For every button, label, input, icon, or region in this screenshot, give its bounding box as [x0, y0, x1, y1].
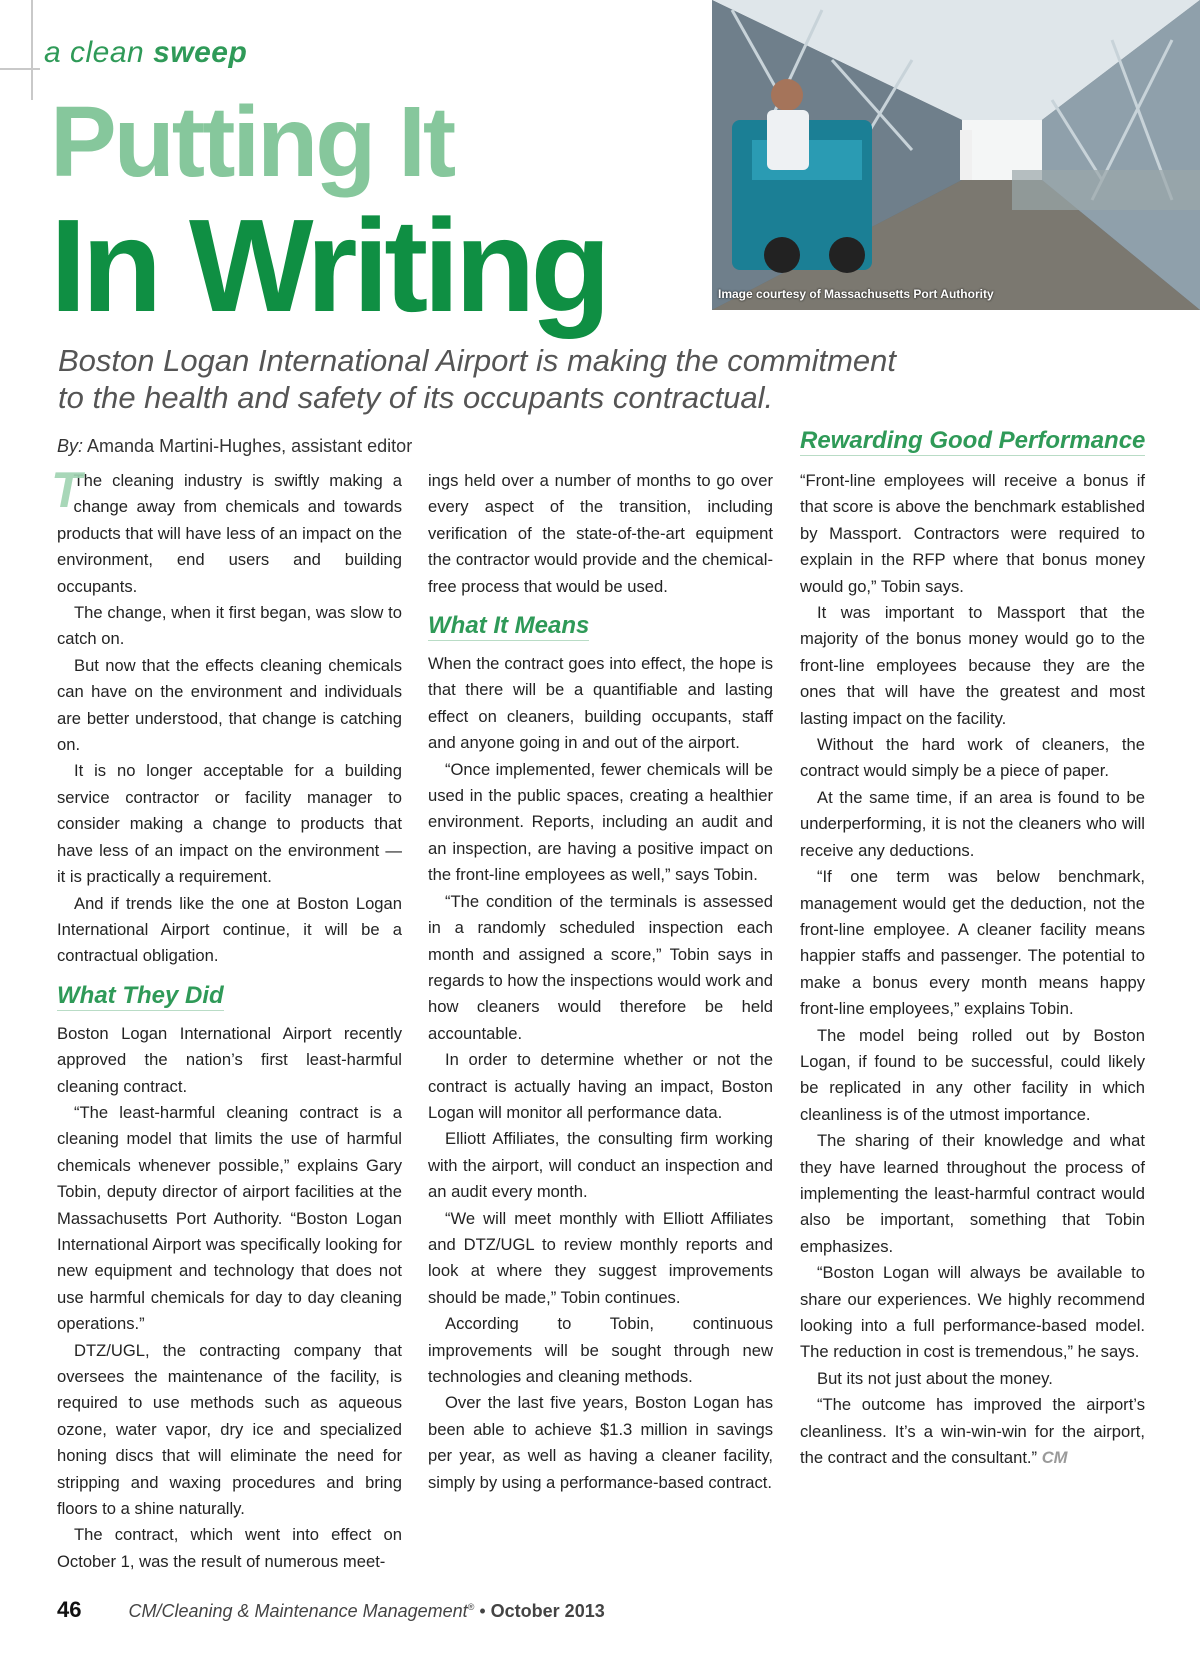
registered-mark: ® — [467, 1602, 475, 1612]
magazine-name: CM/Cleaning & Maintenance Management — [128, 1601, 468, 1621]
subhead-what-it-means: What It Means — [428, 612, 590, 640]
paragraph: In order to determine whether or not the contract is actually having an impact, Boston Logan will monitor all performance data. — [428, 1050, 773, 1122]
paragraph: “The condition of the terminals is assessed in a randomly scheduled inspection each month and assigned a score,” Tobin says in regards to how the inspections would work and how cleaners would therefore be held accountable. — [428, 891, 773, 1043]
end-mark: CM — [1041, 1448, 1068, 1468]
headline-line-2: In Writing — [50, 192, 607, 339]
photo-credit: Image courtesy of Massachusetts Port Authority — [718, 287, 994, 301]
paragraph: It is no longer acceptable for a building service contractor or facility manager to consider making a change to products that have less of an impact on the environment — it is practically a requirement. — [57, 761, 402, 887]
footer-separator: • — [479, 1601, 486, 1621]
closing-paragraph — [800, 1392, 1145, 1471]
byline-author: Amanda Martini-Hughes, assistant editor — [87, 436, 413, 456]
paragraph: When the contract goes into effect, the hope is that there will be a quantifiable and lasting effect on cleaners, building occupants, staff and anyone going in and out of the airport. — [428, 654, 773, 753]
paragraph: And if trends like the one at Boston Logan International Airport continue, it will be a contractual obligation. — [57, 893, 402, 966]
subhead-what-they-did: What They Did — [57, 981, 224, 1009]
paragraph: “Boston Logan will always be available to share our experiences. We highly recommend looking into a full performance-based model. The reduction in cost is tremendous,” he says. — [800, 1263, 1145, 1362]
paragraph: “If one term was below benchmark, management would get the deduction, not the front-line employee. A cleaner facility means happier staffs and passenger. The potential to make a bonus every month means happy front-line employees,” explains Tobin. — [800, 867, 1145, 1019]
headline-line-1: Putting It — [50, 86, 454, 198]
kicker-part-1: a clean — [44, 36, 145, 69]
page-footer — [57, 1597, 605, 1623]
paragraph: “Once implemented, fewer chemicals will be used in the public spaces, creating a healthier environment. Reports, including an audit and an inspection, are having a positive impact on the front-line employees as well,” says Tobin. — [428, 759, 773, 885]
subhead-rewarding-good-performance: Rewarding Good Performance — [800, 427, 1146, 454]
paragraph: The change, when it first began, was slow to catch on. — [57, 603, 402, 649]
article-column-1 — [51, 462, 402, 1575]
byline — [57, 436, 412, 457]
paragraph: ings held over a number of months to go over every aspect of the transition, including verification of the state-of-the-art equipment the contractor would provide and the chemical-free process that would be used. — [428, 471, 773, 596]
paragraph: “The least-harmful cleaning contract is a cleaning model that limits the use of harmful chemicals whenever possible,” explains Gary Tobin, deputy director of airport facilities at the Massachusetts Port Authority. “Boston Logan International Airport was specifically looking for new equipment and technology that does not use harmful chemicals for day to day cleaning operations.” — [57, 1102, 402, 1334]
paragraph: The sharing of their knowledge and what they have learned throughout the process of implementing the least-harmful contract would also be important, something that Tobin emphasizes. — [800, 1131, 1145, 1256]
paragraph: Elliott Affiliates, the consulting firm working with the airport, will conduct an inspection and an audit every month. — [428, 1129, 773, 1202]
article-column-2 — [428, 468, 773, 1496]
page-number: 46 — [57, 1597, 82, 1622]
article-deck: Boston Logan International Airport is making the commitment to the health and safety of its occupants contractual. — [58, 343, 896, 415]
paragraph: The contract, which went into effect on October 1, was the result of numerous meet- — [57, 1525, 402, 1571]
paragraph: DTZ/UGL, the contracting company that oversees the maintenance of the facility, is required to use methods such as aqueous ozone, water vapor, dry ice and specialized honing discs that will eliminate the need for stripping and waxing procedures and bring floors to a shine naturally. — [57, 1340, 402, 1519]
paragraph: Without the hard work of cleaners, the contract would simply be a piece of paper. — [800, 735, 1145, 781]
section-kicker — [44, 36, 247, 70]
paragraph: Over the last five years, Boston Logan has been able to achieve $1.3 million in savings per year, as well as having a cleaner facility, simply by using a performance-based contract. — [428, 1393, 773, 1492]
corner-rule-horizontal — [0, 68, 40, 70]
paragraph: “We will meet monthly with Elliott Affiliates and DTZ/UGL to review monthly reports and look at where they suggest improvements should be made,” Tobin continues. — [428, 1208, 773, 1307]
article-column-3 — [800, 468, 1145, 1471]
article-photo — [712, 0, 1200, 310]
skybridge-photo-illustration — [712, 0, 1200, 310]
paragraph: The cleaning industry is swiftly making a change away from chemicals and towards products that will have less of an impact on the environment, end users and building occupants. — [57, 471, 402, 596]
paragraph: At the same time, if an area is found to be underperforming, it is not the cleaners who will receive any deductions. — [800, 787, 1145, 860]
corner-rule-vertical — [31, 0, 33, 100]
paragraph: But its not just about the money. — [817, 1368, 1053, 1388]
closing-quote: “The outcome has improved the airport’s cleanliness. It’s a win-win-win for the airport, the contract and the consultant.” — [800, 1395, 1145, 1468]
paragraph: “Front-line employees will receive a bonus if that score is above the benchmark established by Massport. Contractors were required to explain in the RFP where that bonus money would go,” Tobin says. — [800, 471, 1145, 596]
byline-prefix: By: — [57, 436, 84, 456]
kicker-part-2: sweep — [153, 36, 248, 69]
paragraph: It was important to Massport that the majority of the bonus money would go to the front-line employees because they are the ones that will have the greatest and most lasting impact on the facility. — [800, 603, 1145, 728]
paragraph: The model being rolled out by Boston Logan, if found to be successful, could likely be replicated in any other facility in which cleanliness is of the utmost importance. — [800, 1025, 1145, 1124]
drop-cap: T — [51, 462, 82, 518]
paragraph: Boston Logan International Airport recently approved the nation’s first least-harmful cleaning contract. — [57, 1023, 402, 1096]
paragraph: According to Tobin, continuous improvements will be sought through new technologies and cleaning methods. — [428, 1314, 773, 1386]
paragraph: But now that the effects cleaning chemicals can have on the environment and individuals are better understood, that change is catching on. — [57, 655, 402, 755]
issue-date: October 2013 — [490, 1601, 605, 1621]
